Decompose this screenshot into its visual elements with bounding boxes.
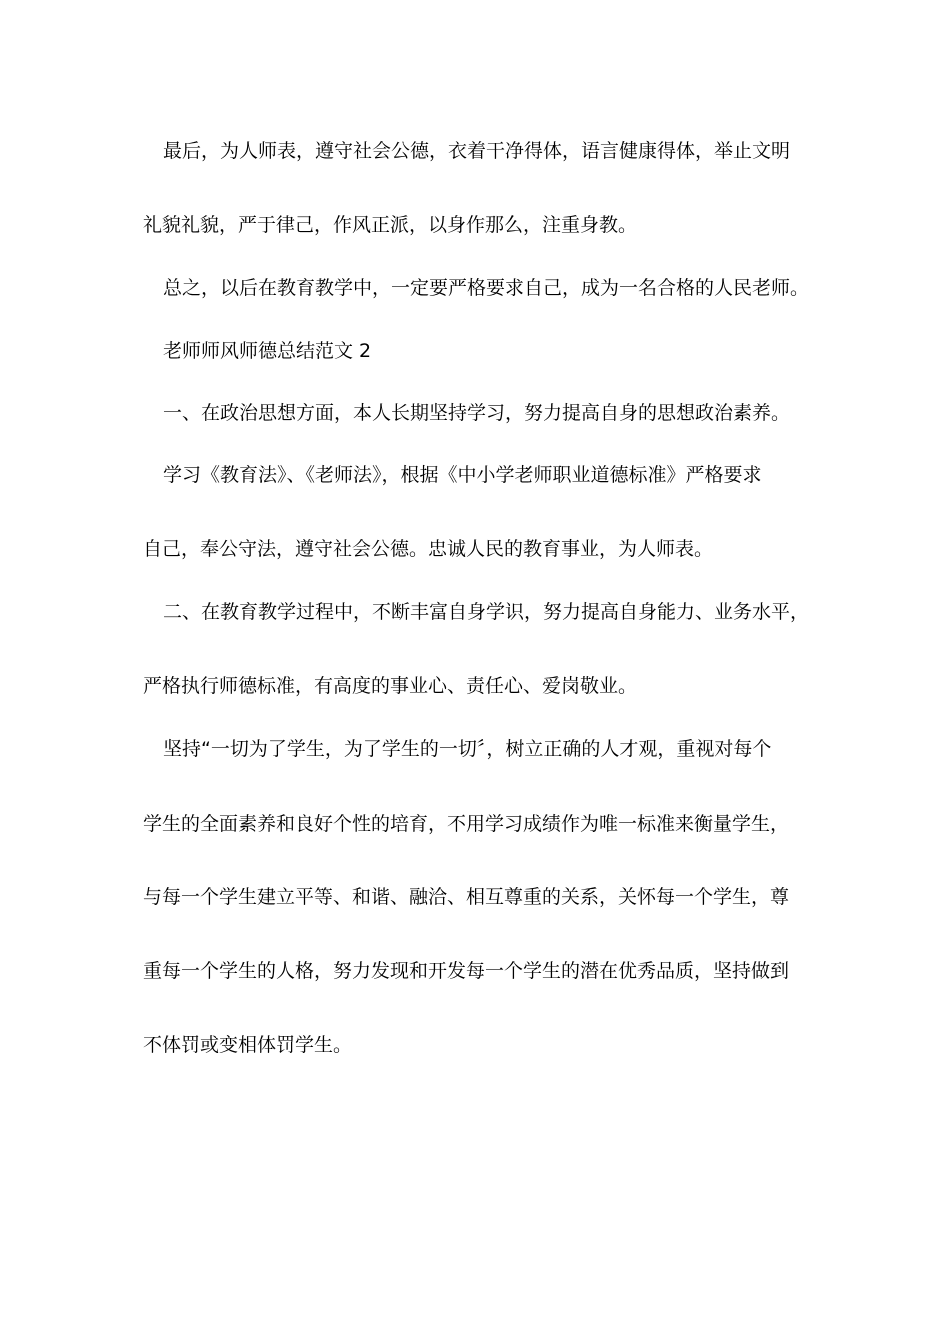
paragraph-line: 学习《教育法》、《老师法》，根据《中小学老师职业道德标准》严格要求 xyxy=(163,464,762,486)
paragraph-line: 与每一个学生建立平等、和谐、融洽、相互尊重的关系，关怀每一个学生，尊 xyxy=(143,886,790,908)
paragraph-line: 二、在教育教学过程中，不断丰富自身学识，努力提高自身能力、业务水平， xyxy=(163,601,810,623)
paragraph-line: 一、在政治思想方面，本人长期坚持学习，努力提高自身的思想政治素养。 xyxy=(163,402,791,424)
section-heading: 老师师风师德总结范文 2 xyxy=(163,340,372,362)
paragraph-line: 重每一个学生的人格，努力发现和开发每一个学生的潜在优秀品质，坚持做到 xyxy=(143,960,790,982)
paragraph-line: 自己，奉公守法，遵守社会公德。忠诚人民的教育事业，为人师表。 xyxy=(143,538,714,560)
paragraph-line: 坚持“一切为了学生，为了学生的一切〞，树立正确的人才观，重视对每个 xyxy=(163,738,772,760)
paragraph-line: 严格执行师德标准，有高度的事业心、责任心、爱岗敬业。 xyxy=(143,675,638,697)
paragraph-line: 不体罚或变相体罚学生。 xyxy=(143,1034,353,1056)
paragraph-line: 学生的全面素养和良好个性的培育，不用学习成绩作为唯一标准来衡量学生， xyxy=(143,813,790,835)
paragraph-line: 礼貌礼貌，严于律己，作风正派，以身作那么，注重身教。 xyxy=(143,214,638,236)
paragraph-line: 最后，为人师表，遵守社会公德，衣着干净得体，语言健康得体，举止文明 xyxy=(163,140,791,162)
paragraph-line: 总之，以后在教育教学中，一定要严格要求自己，成为一名合格的人民老师。 xyxy=(163,277,810,299)
